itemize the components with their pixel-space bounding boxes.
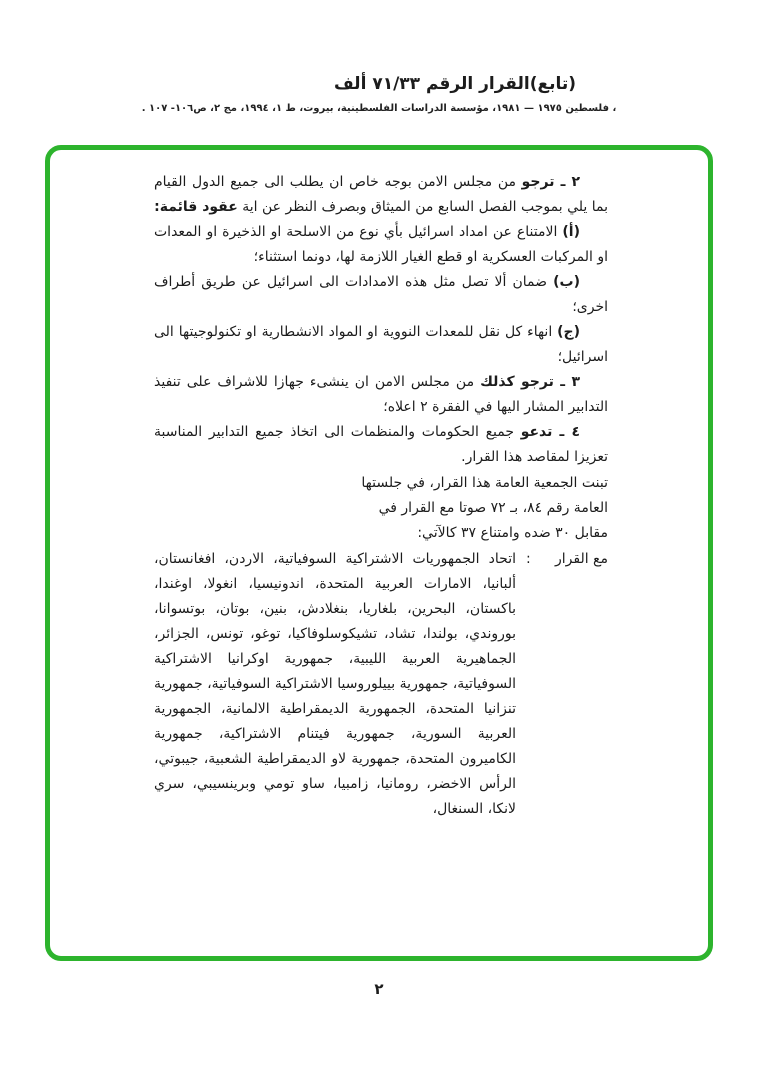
vote-countries-list: اتحاد الجمهوريات الاشتراكية السوفياتية، الاردن، افغانستان، ألبانيا، الامارات العربية المتحدة، اندونيسيا، انغولا، اوغندا، باكستان، البحرين، بلغاريا، بنغلادش، بنين، بوتان، بوتسوانا، بوروندي، بولندا، تشاد، تشيكوسلوفاكيا، توغو، تونس، الجزائر، الجماهيرية العربية الليبية، جمهورية اوكرانيا الاشتراكية السوفياتية، جمهورية بييلوروسيا الاشتراكية السوفياتية، جمهورية تنزانيا المتحدة، الجمهورية الديمقراطية الالمانية، الجمهورية العربية السورية، جمهورية فيتنام الاشتراكية، جمهورية الكاميرون المتحدة، جمهورية لاو الديمقراطية الشعبية، جيبوتي، الرأس الاخضر، رومانيا، زامبيا، ساو تومي وبرينسيبي، سري لانكا، السنغال، xyxy=(154,551,516,817)
paragraph-text: من مجلس الامن ان ينشىء جهازا للاشراف على تنفيذ التدابير المشار اليها في الفقرة ٢ اعلاه؛ xyxy=(154,374,608,415)
paragraph-marker: ٢ ـ ترجو xyxy=(521,174,580,190)
resolution-paragraph xyxy=(154,220,608,270)
paragraph-text: الامتناع عن امداد اسرائيل بأي نوع من الاسلحة او الذخيرة او المعدات او المركبات العسكرية او قطع الغيار اللازمة لها، دونما استثناء؛ xyxy=(154,224,608,265)
paragraph-marker: (ج) xyxy=(557,324,580,340)
page-number: ٢ xyxy=(374,980,384,998)
resolution-paragraph xyxy=(154,320,608,370)
green-frame xyxy=(45,145,713,961)
page-title: (تابع)القرار الرقم ٧١/٣٣ ألف xyxy=(333,74,577,94)
paragraph-marker: (ب) xyxy=(553,274,580,290)
paragraph-text: جميع الحكومات والمنظمات الى اتخاذ جميع التدابير المناسبة تعزيزا لمقاصد هذا القرار. xyxy=(154,424,608,465)
resolution-paragraph xyxy=(154,270,608,320)
vote-label xyxy=(516,547,608,822)
paragraph-marker: (أ) xyxy=(562,224,580,240)
resolution-text xyxy=(50,150,708,830)
paragraph-text: ضمان ألا تصل مثل هذه الامدادات الى اسرائيل عن طريق أطراف اخرى؛ xyxy=(154,274,608,315)
resolution-paragraph xyxy=(154,370,608,420)
paragraph-marker: ٣ ـ ترجو كذلك xyxy=(480,374,580,390)
paragraph-text: انهاء كل نقل للمعدات النووية او المواد الانشطارية او تكنولوجيتها الى اسرائيل؛ xyxy=(154,324,608,365)
paragraph-marker: ٤ ـ تدعو xyxy=(520,424,581,440)
vote-label-text: مع القرار xyxy=(554,551,608,567)
resolution-paragraph xyxy=(154,420,608,470)
paragraph-text-bold: عقود قائمة: xyxy=(154,199,238,215)
resolution-paragraph xyxy=(154,170,608,220)
adoption-note: تبنت الجمعية العامة هذا القرار، في جلستها العامة رقم ٨٤، بـ ٧٢ صوتا مع القرار في مقابل ٣٠ ضده وامتناع ٣٧ كالآتي: xyxy=(361,475,608,541)
paragraph-text: من مجلس الامن بوجه خاص ان يطلب الى جميع الدول القيام بما يلي بموجب الفصل السابع من الميثاق وبصرف النظر عن اية xyxy=(154,174,608,215)
source-citation: ، فلسطين ١٩٧٥ — ١٩٨١، مؤسسة الدراسات الفلسطينية، بيروت، ط ١، ١٩٩٤، مج ٢، ص١٠٦- ١٠٧ . xyxy=(141,103,617,114)
vote-label-colon: : xyxy=(526,551,531,567)
vote-record xyxy=(154,547,608,822)
